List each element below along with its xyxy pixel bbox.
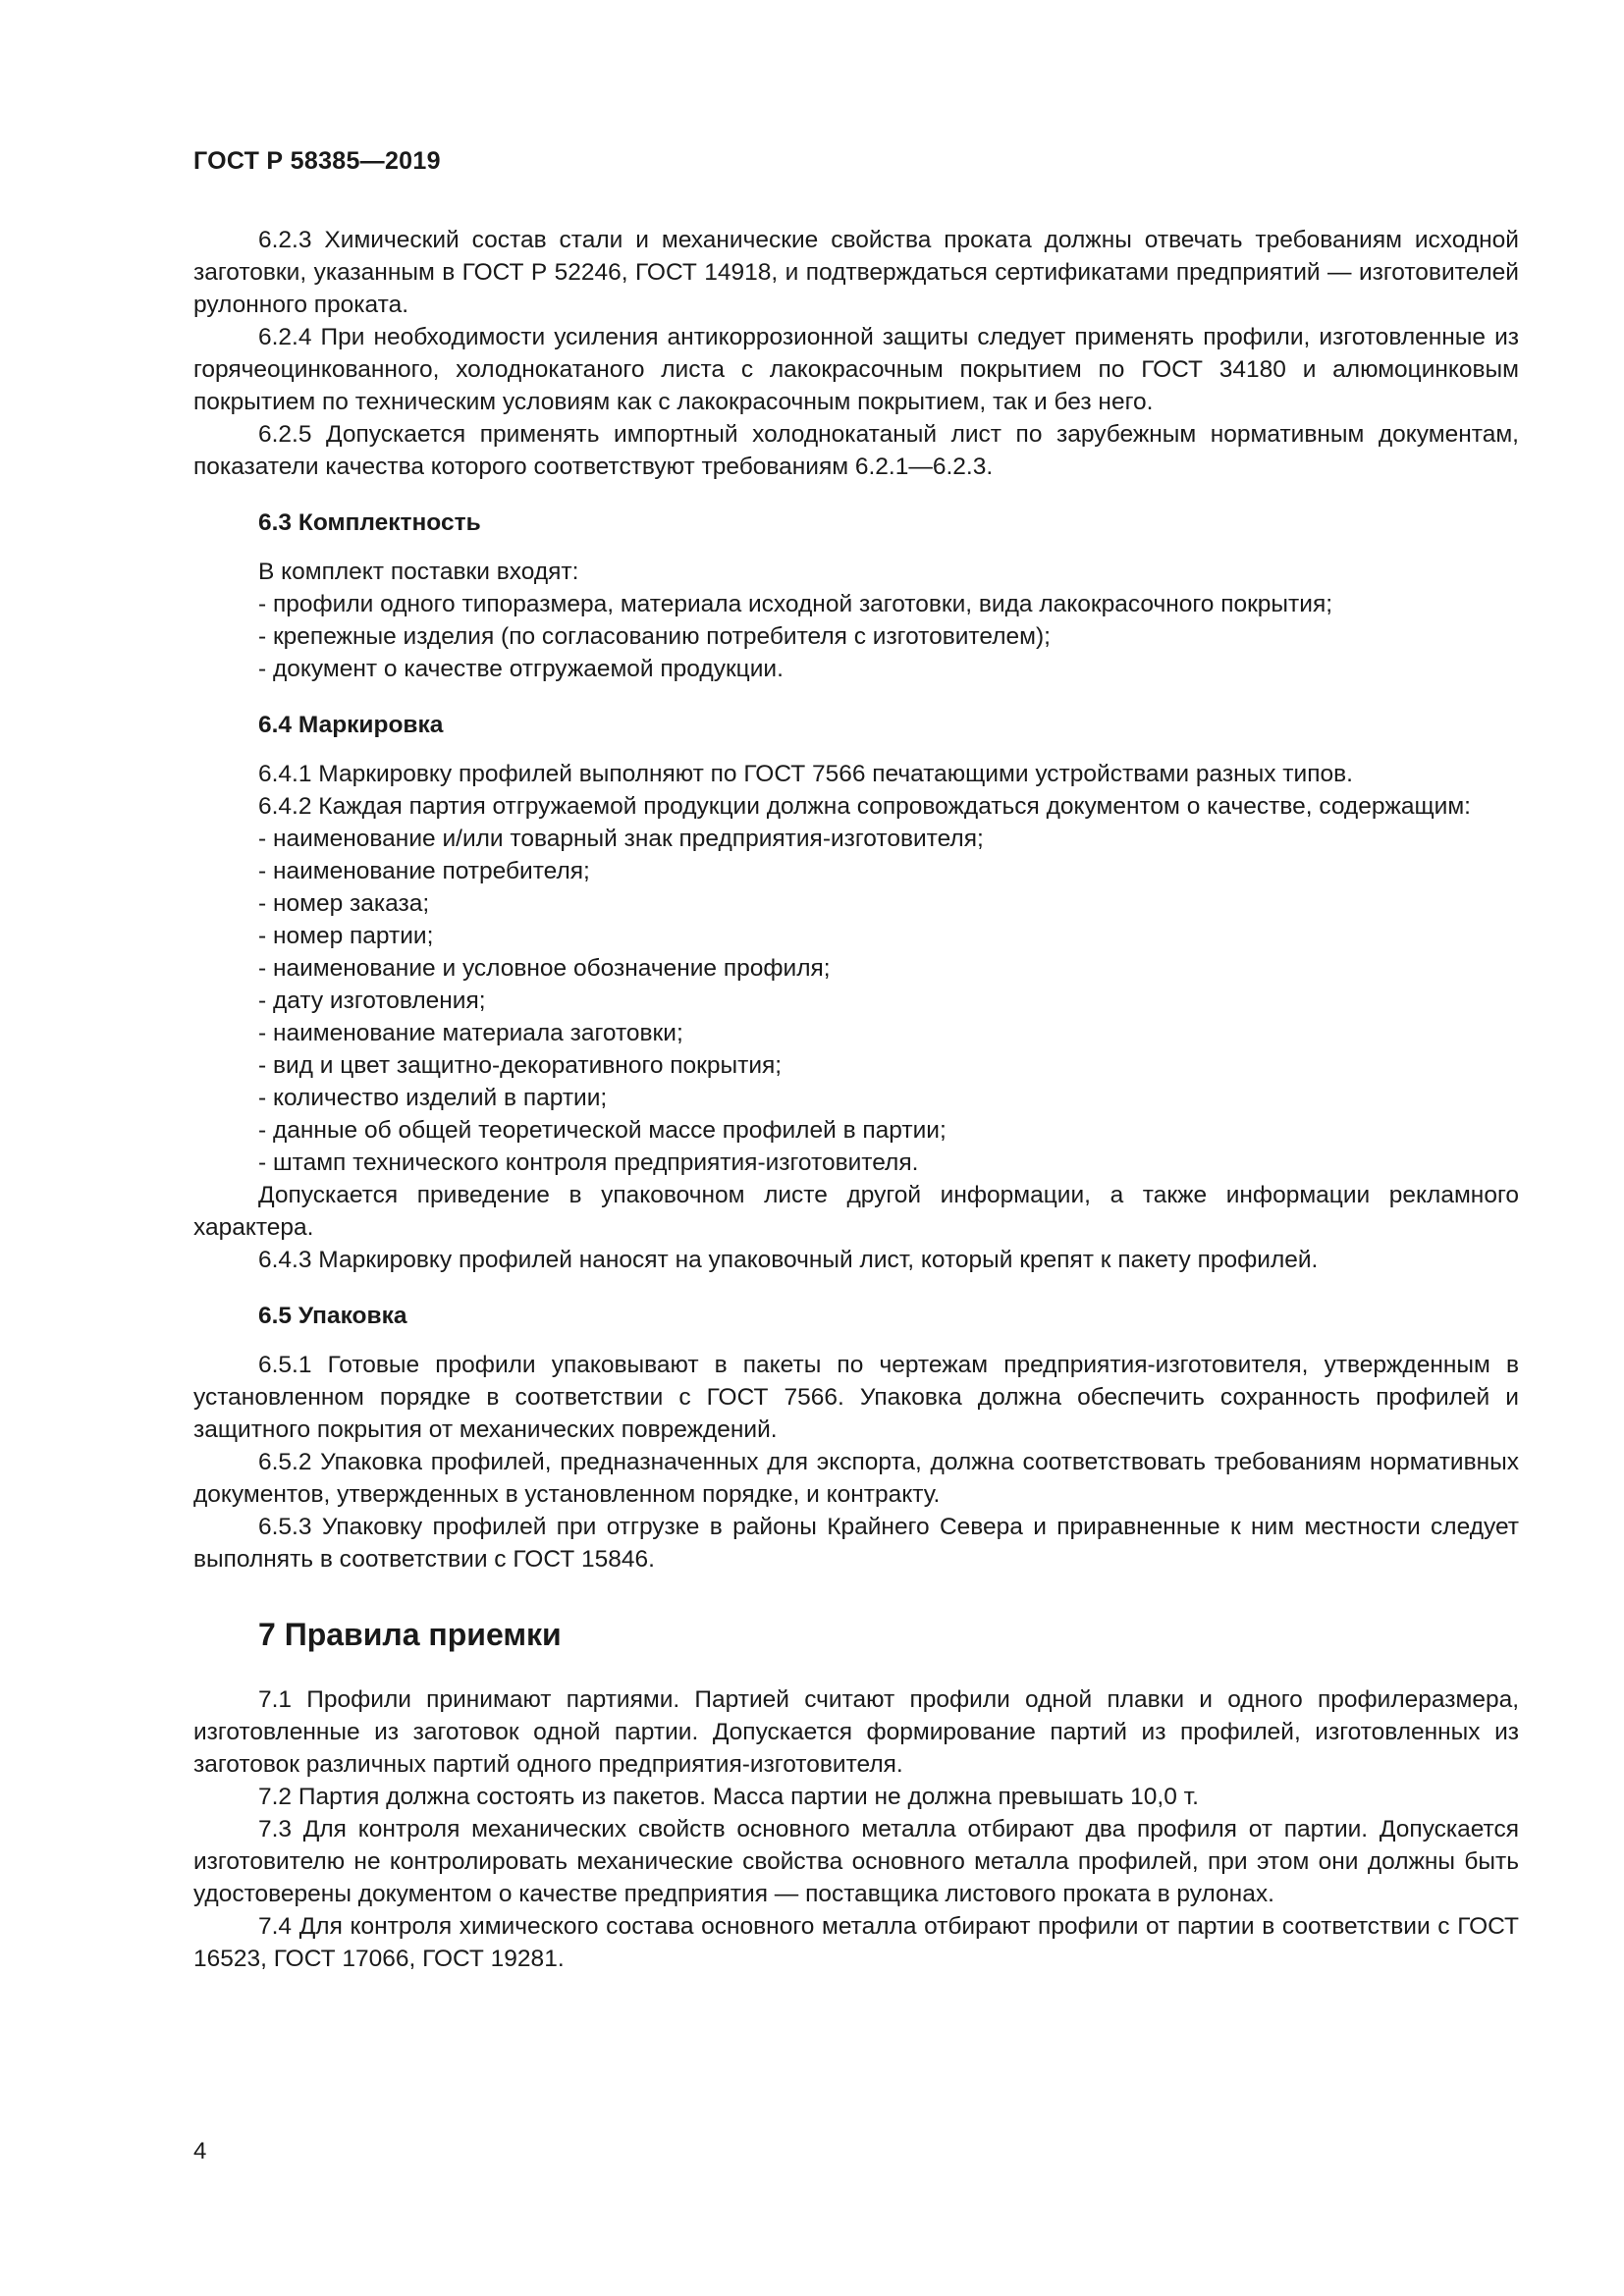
paragraph-6-2-5: 6.2.5 Допускается применять импортный холоднокатаный лист по зарубежным нормативным документам, показатели качества которого соответствуют требованиям 6.2.1—6.2.3. <box>193 421 1519 480</box>
paragraph-6-5-2: 6.5.2 Упаковка профилей, предназначенных для экспорта, должна соответствовать требованиям нормативных документов, утвержденных в установленном порядке, и контракту. <box>193 1449 1519 1508</box>
list-item: - документ о качестве отгружаемой продукции. <box>258 656 784 682</box>
paragraph-6-5-3: 6.5.3 Упаковку профилей при отгрузке в районы Крайнего Севера и приравненные к ним местности следует выполнять в соответствии с ГОСТ 15846. <box>193 1514 1519 1573</box>
list-item: - наименование и/или товарный знак предприятия-изготовителя; <box>258 826 984 852</box>
document-header: ГОСТ Р 58385—2019 <box>193 147 441 175</box>
document-body <box>193 224 1519 1975</box>
paragraph-6-2-3: 6.2.3 Химический состав стали и механические свойства проката должны отвечать требованиям исходной заготовки, указанным в ГОСТ Р 52246, ГОСТ 14918, и подтверждаться сертификатами предприятий — изготовителей рулонного проката. <box>193 227 1519 318</box>
list-item: - крепежные изделия (по согласованию потребителя с изготовителем); <box>258 623 1051 650</box>
paragraph-6-4-1: 6.4.1 Маркировку профилей выполняют по ГОСТ 7566 печатающими устройствами разных типов. <box>258 761 1353 787</box>
list-item: - наименование и условное обозначение профиля; <box>258 955 831 982</box>
list-item: - дату изготовления; <box>258 988 486 1014</box>
paragraph-6-3-intro: В комплект поставки входят: <box>258 559 579 585</box>
list-item: - штамп технического контроля предприятия-изготовителя. <box>258 1149 919 1176</box>
subsection-title-6-3: 6.3 Комплектность <box>258 509 481 536</box>
subsection-title-6-5: 6.5 Упаковка <box>258 1303 407 1329</box>
list-item: - номер партии; <box>258 923 434 949</box>
paragraph-7-4: 7.4 Для контроля химического состава основного металла отбирают профили от партии в соответствии с ГОСТ 16523, ГОСТ 17066, ГОСТ 19281. <box>193 1913 1519 1972</box>
paragraph-6-5-1: 6.5.1 Готовые профили упаковывают в пакеты по чертежам предприятия-изготовителя, утвержденным в установленном порядке в соответствии с ГОСТ 7566. Упаковка должна обеспечить сохранность профилей и защитного покрытия от механических повреждений. <box>193 1352 1519 1443</box>
paragraph-7-1: 7.1 Профили принимают партиями. Партией считают профили одной плавки и одного профилеразмера, изготовленные из заготовок одной партии. Допускается формирование партий из профилей, изготовленных из заготовок различных партий одного предприятия-изготовителя. <box>193 1686 1519 1778</box>
subsection-title-6-4: 6.4 Маркировка <box>258 712 444 738</box>
page-number: 4 <box>193 2138 207 2164</box>
paragraph-6-2-4: 6.2.4 При необходимости усиления антикоррозионной защиты следует применять профили, изготовленные из горячеоцинкованного, холоднокатаного листа с лакокрасочным покрытием по ГОСТ 34180 и алюмоцинковым покрытием по техническим условиям как с лакокрасочным покрытием, так и без него. <box>193 324 1519 415</box>
paragraph-6-4-extra: Допускается приведение в упаковочном листе другой информации, а также информации рекламного характера. <box>193 1182 1519 1241</box>
list-item: - данные об общей теоретической массе профилей в партии; <box>258 1117 947 1144</box>
paragraph-6-4-2: 6.4.2 Каждая партия отгружаемой продукции должна сопровождаться документом о качестве, содержащим: <box>258 793 1471 820</box>
paragraph-7-2: 7.2 Партия должна состоять из пакетов. Масса партии не должна превышать 10,0 т. <box>258 1784 1199 1810</box>
list-item: - наименование материала заготовки; <box>258 1020 683 1046</box>
list-item: - профили одного типоразмера, материала исходной заготовки, вида лакокрасочного покрытия; <box>258 591 1333 617</box>
section-title-7: 7 Правила приемки <box>258 1617 562 1652</box>
paragraph-6-4-3: 6.4.3 Маркировку профилей наносят на упаковочный лист, который крепят к пакету профилей. <box>258 1247 1319 1273</box>
paragraph-7-3: 7.3 Для контроля механических свойств основного металла отбирают два профиля от партии. Допускается изготовителю не контролировать механические свойства основного металла профилей, при этом они должны быть удостоверены документом о качестве предприятия — поставщика листового проката в рулонах. <box>193 1816 1519 1907</box>
list-item: - вид и цвет защитно-декоративного покрытия; <box>258 1052 783 1079</box>
list-item: - количество изделий в партии; <box>258 1085 608 1111</box>
list-item: - наименование потребителя; <box>258 858 590 884</box>
list-item: - номер заказа; <box>258 890 430 917</box>
